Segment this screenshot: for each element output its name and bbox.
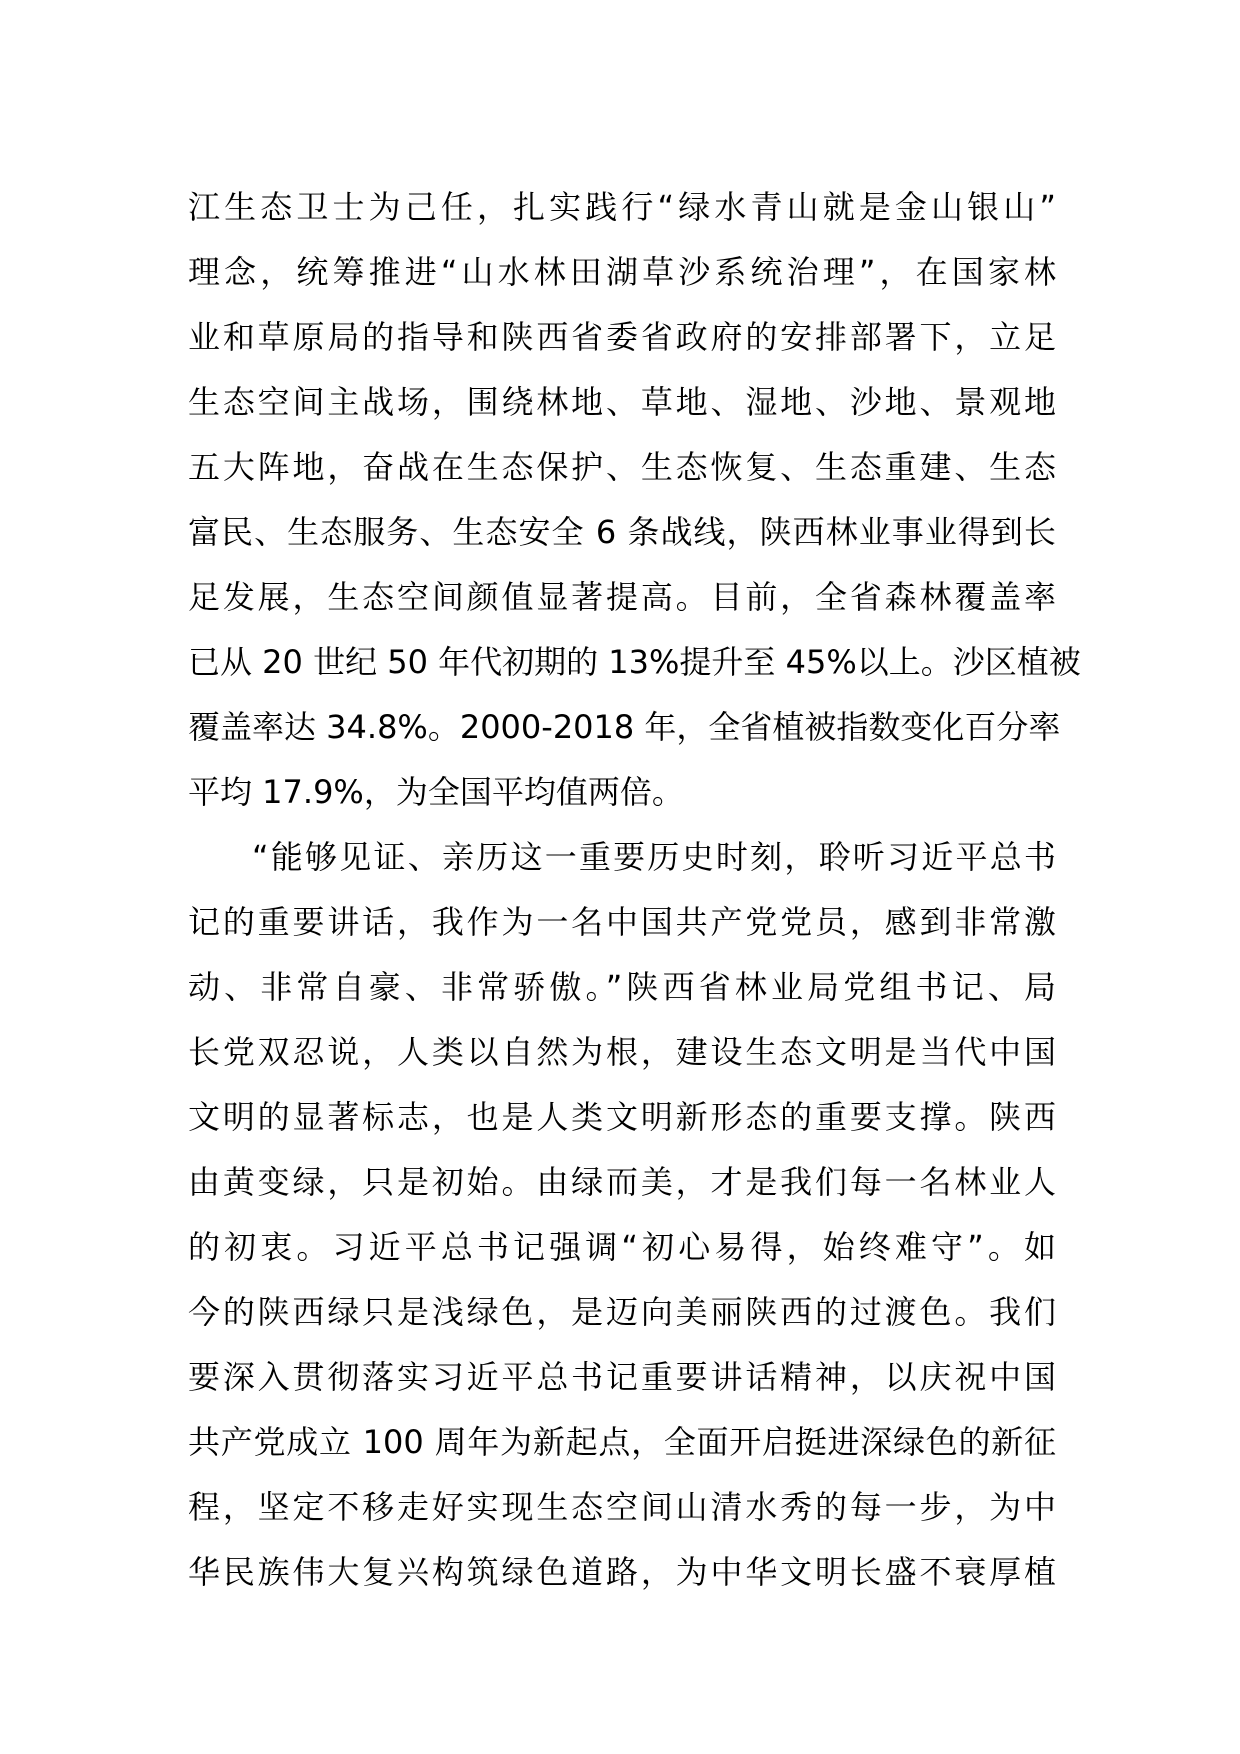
text-line: 今的陕西绿只是浅绿色，是迈向美丽陕西的过渡色。我们 bbox=[188, 1293, 1056, 1331]
text-line: 要深入贯彻落实习近平总书记重要讲话精神，以庆祝中国 bbox=[188, 1358, 1056, 1396]
text-line: 富民、生态服务、生态安全 6 条战线，陕西林业事业得到长 bbox=[188, 513, 1056, 551]
text-line: 共产党成立 100 周年为新起点，全面开启挺进深绿色的新征 bbox=[188, 1423, 1056, 1461]
text-line: “能够见证、亲历这一重要历史时刻，聆听习近平总书 bbox=[252, 838, 1056, 876]
text-line: 动、非常自豪、非常骄傲。”陕西省林业局党组书记、局 bbox=[188, 968, 1056, 1006]
text-line: 由黄变绿，只是初始。由绿而美，才是我们每一名林业人 bbox=[188, 1163, 1056, 1201]
text-line: 业和草原局的指导和陕西省委省政府的安排部署下，立足 bbox=[188, 318, 1056, 356]
text-line: 五大阵地，奋战在生态保护、生态恢复、生态重建、生态 bbox=[188, 448, 1056, 486]
paragraph-1 bbox=[188, 175, 1081, 825]
text-line: 文明的显著标志，也是人类文明新形态的重要支撑。陕西 bbox=[188, 1098, 1056, 1136]
text-line: 理念，统筹推进“山水林田湖草沙系统治理”，在国家林 bbox=[188, 253, 1056, 291]
text-line: 足发展，生态空间颜值显著提高。目前，全省森林覆盖率 bbox=[188, 578, 1056, 616]
text-line: 华民族伟大复兴构筑绿色道路，为中华文明长盛不衰厚植 bbox=[188, 1553, 1056, 1591]
text-line: 的初衷。习近平总书记强调“初心易得，始终难守”。如 bbox=[188, 1228, 1056, 1266]
text-line: 生态空间主战场，围绕林地、草地、湿地、沙地、景观地 bbox=[188, 383, 1056, 421]
text-line: 平均 17.9%，为全国平均值两倍。 bbox=[188, 773, 684, 811]
body-text bbox=[188, 175, 1081, 1605]
text-line: 程，坚定不移走好实现生态空间山清水秀的每一步，为中 bbox=[188, 1488, 1056, 1526]
text-line: 覆盖率达 34.8%。2000-2018 年，全省植被指数变化百分率 bbox=[188, 708, 1061, 746]
text-line: 江生态卫士为己任，扎实践行“绿水青山就是金山银山” bbox=[188, 188, 1056, 226]
text-line: 长党双忍说，人类以自然为根，建设生态文明是当代中国 bbox=[188, 1033, 1056, 1071]
paragraph-2 bbox=[188, 825, 1056, 1605]
text-line: 已从 20 世纪 50 年代初期的 13%提升至 45%以上。沙区植被 bbox=[188, 643, 1081, 681]
text-line: 记的重要讲话，我作为一名中国共产党党员，感到非常激 bbox=[188, 903, 1056, 941]
